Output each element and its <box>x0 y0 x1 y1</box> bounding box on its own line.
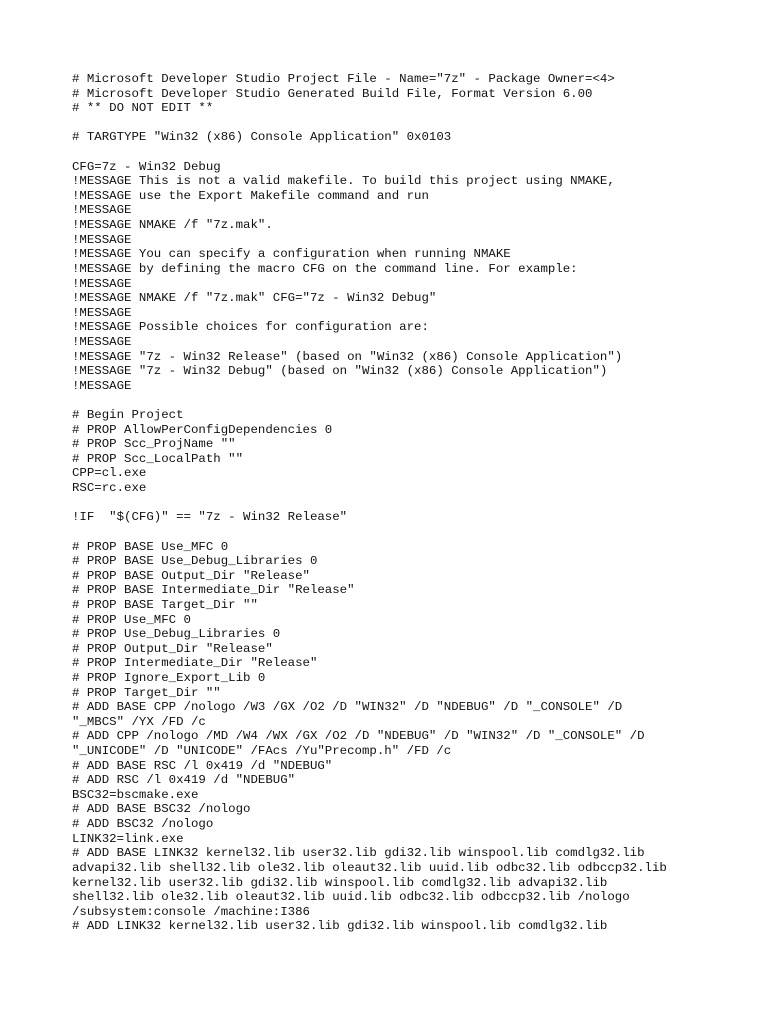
document-line: !MESSAGE <box>72 305 132 320</box>
document-line <box>72 145 712 160</box>
document-line: "_MBCS" /YX /FD /c <box>72 714 206 729</box>
document-line: # PROP BASE Use_Debug_Libraries 0 <box>72 554 318 569</box>
document-line: !MESSAGE use the Export Makefile command and run <box>72 188 429 203</box>
document-line: # ADD BASE BSC32 /nologo <box>72 802 251 817</box>
document-line <box>72 525 712 540</box>
document-line: # PROP Use_MFC 0 <box>72 612 191 627</box>
document-line: # PROP Target_Dir "" <box>72 685 221 700</box>
document-line: !MESSAGE <box>72 203 132 218</box>
document-line: !MESSAGE "7z - Win32 Release" (based on "Win32 (x86) Console Application") <box>72 349 623 364</box>
document-line: # PROP Output_Dir "Release" <box>72 641 273 656</box>
document-line: !MESSAGE This is not a valid makefile. To build this project using NMAKE, <box>72 174 615 189</box>
document-line <box>72 116 712 131</box>
document-line: CPP=cl.exe <box>72 466 147 481</box>
document-line: # ADD RSC /l 0x419 /d "NDEBUG" <box>72 773 296 788</box>
document-line: # ADD LINK32 kernel32.lib user32.lib gdi32.lib winspool.lib comdlg32.lib <box>72 919 608 934</box>
document-line: # PROP AllowPerConfigDependencies 0 <box>72 422 333 437</box>
document-line: # TARGTYPE "Win32 (x86) Console Application" 0x0103 <box>72 130 452 145</box>
document-line: !MESSAGE by defining the macro CFG on the command line. For example: <box>72 261 578 276</box>
document-line: # Microsoft Developer Studio Project File - Name="7z" - Package Owner=<4> <box>72 72 615 86</box>
document-line: !MESSAGE "7z - Win32 Debug" (based on "Win32 (x86) Console Application") <box>72 364 608 379</box>
document-line: # ** DO NOT EDIT ** <box>72 101 214 116</box>
document-line: !MESSAGE <box>72 334 132 349</box>
document-line: # PROP Intermediate_Dir "Release" <box>72 656 318 671</box>
document-line: # PROP Use_Debug_Libraries 0 <box>72 627 281 642</box>
document-line: # ADD CPP /nologo /MD /W4 /WX /GX /O2 /D "NDEBUG" /D "WIN32" /D "_CONSOLE" /D <box>72 729 645 744</box>
document-line: # PROP Scc_ProjName "" <box>72 437 236 452</box>
document-line <box>72 496 712 511</box>
document-line: # PROP BASE Output_Dir "Release" <box>72 568 310 583</box>
document-line: advapi32.lib shell32.lib ole32.lib oleaut32.lib uuid.lib odbc32.lib odbccp32.lib <box>72 860 667 875</box>
document-body <box>72 72 712 934</box>
document-line: !MESSAGE NMAKE /f "7z.mak" CFG="7z - Win32 Debug" <box>72 291 437 306</box>
document-line: CFG=7z - Win32 Debug <box>72 159 221 174</box>
document-page <box>72 72 712 934</box>
document-line: !MESSAGE You can specify a configuration when running NMAKE <box>72 247 511 262</box>
document-line: # PROP BASE Intermediate_Dir "Release" <box>72 583 355 598</box>
document-line: !IF "$(CFG)" == "7z - Win32 Release" <box>72 510 348 525</box>
document-line <box>72 393 712 408</box>
document-line: kernel32.lib user32.lib gdi32.lib winspool.lib comdlg32.lib advapi32.lib <box>72 875 608 890</box>
document-line: RSC=rc.exe <box>72 481 147 496</box>
document-line: shell32.lib ole32.lib oleaut32.lib uuid.lib odbc32.lib odbccp32.lib /nologo <box>72 890 630 905</box>
document-line: !MESSAGE <box>72 276 132 291</box>
document-line: !MESSAGE Possible choices for configuration are: <box>72 320 429 335</box>
document-line: !MESSAGE NMAKE /f "7z.mak". <box>72 218 273 233</box>
document-line: # PROP Ignore_Export_Lib 0 <box>72 670 266 685</box>
document-line: /subsystem:console /machine:I386 <box>72 904 310 919</box>
document-line: # ADD BSC32 /nologo <box>72 817 214 832</box>
document-line: BSC32=bscmake.exe <box>72 787 199 802</box>
document-line: LINK32=link.exe <box>72 831 184 846</box>
document-line: "_UNICODE" /D "UNICODE" /FAcs /Yu"Precomp.h" /FD /c <box>72 744 452 759</box>
document-line: # PROP BASE Target_Dir "" <box>72 597 258 612</box>
document-line: # ADD BASE LINK32 kernel32.lib user32.lib gdi32.lib winspool.lib comdlg32.lib <box>72 846 645 861</box>
document-line: # Microsoft Developer Studio Generated Build File, Format Version 6.00 <box>72 86 593 101</box>
document-line: # PROP BASE Use_MFC 0 <box>72 539 229 554</box>
document-line: # PROP Scc_LocalPath "" <box>72 451 244 466</box>
document-line: # ADD BASE RSC /l 0x419 /d "NDEBUG" <box>72 758 333 773</box>
document-line: !MESSAGE <box>72 232 132 247</box>
document-line: # Begin Project <box>72 408 184 423</box>
document-line: # ADD BASE CPP /nologo /W3 /GX /O2 /D "WIN32" /D "NDEBUG" /D "_CONSOLE" /D <box>72 700 623 715</box>
document-line: !MESSAGE <box>72 378 132 393</box>
